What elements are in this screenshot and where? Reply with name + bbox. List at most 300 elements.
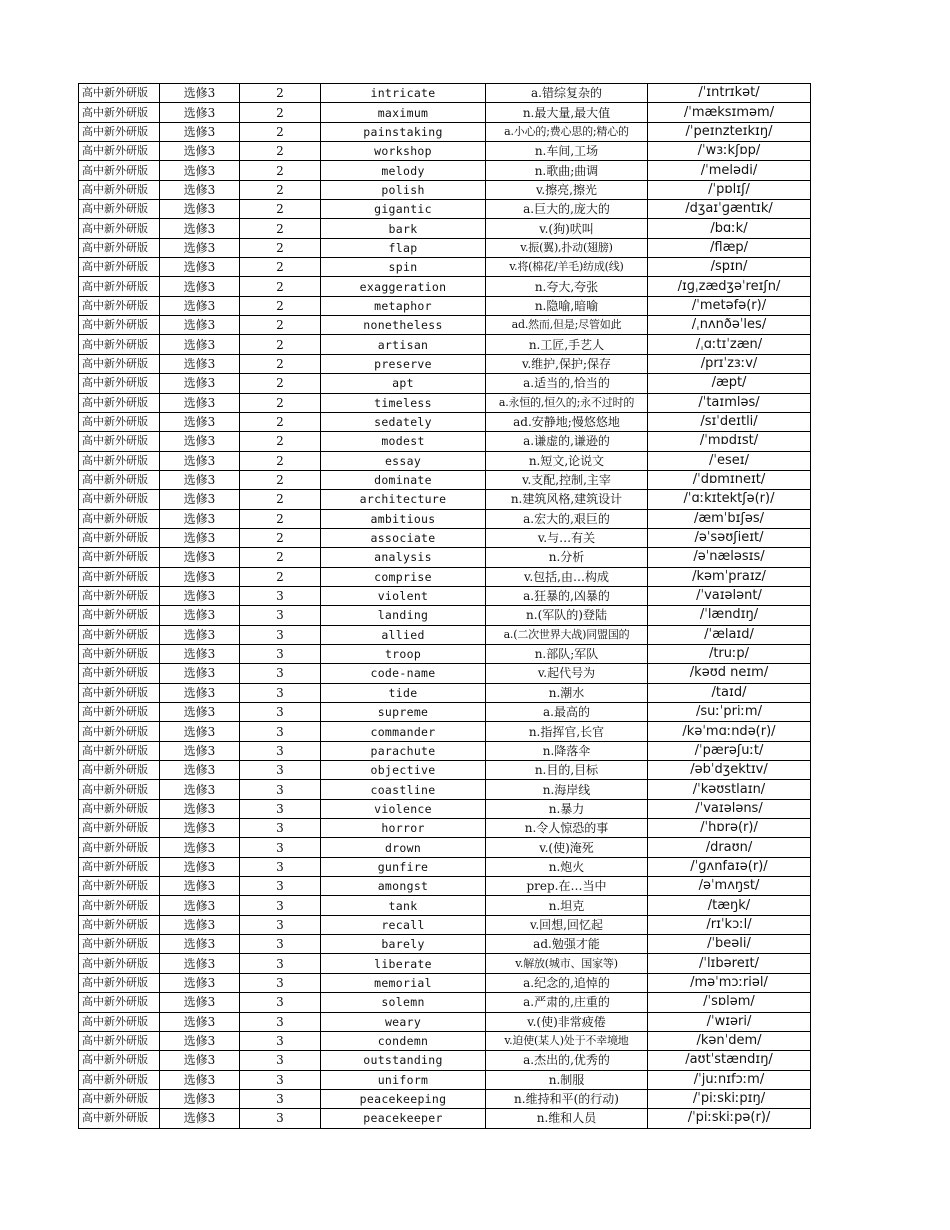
module-cell: 选修3: [160, 954, 240, 973]
unit-cell: 3: [240, 838, 321, 857]
meaning-cell: n.(军队的)登陆: [486, 606, 648, 625]
textbook-edition-cell: 高中新外研版: [79, 625, 160, 644]
phonetic-cell: /ˈælaɪd/: [648, 625, 811, 644]
word-cell: dominate: [321, 470, 486, 489]
word-cell: melody: [321, 161, 486, 180]
unit-cell: 3: [240, 644, 321, 663]
word-cell: allied: [321, 625, 486, 644]
module-cell: 选修3: [160, 819, 240, 838]
phonetic-cell: /ˈpeɪnzteɪkɪŋ/: [648, 122, 811, 141]
phonetic-cell: /kəmˈpraɪz/: [648, 567, 811, 586]
table-row: [79, 954, 811, 973]
textbook-edition-cell: 高中新外研版: [79, 1070, 160, 1089]
phonetic-cell: /ˈjuːnɪfɔːm/: [648, 1070, 811, 1089]
module-cell: 选修3: [160, 722, 240, 741]
unit-cell: 2: [240, 258, 321, 277]
textbook-edition-cell: 高中新外研版: [79, 664, 160, 683]
word-cell: drown: [321, 838, 486, 857]
table-row: [79, 780, 811, 799]
meaning-cell: a.狂暴的,凶暴的: [486, 586, 648, 605]
phonetic-cell: /əbˈdʒektɪv/: [648, 761, 811, 780]
word-cell: preserve: [321, 354, 486, 373]
phonetic-cell: /dʒaɪˈɡæntɪk/: [648, 200, 811, 219]
phonetic-cell: /spɪn/: [648, 258, 811, 277]
word-cell: liberate: [321, 954, 486, 973]
word-cell: polish: [321, 180, 486, 199]
meaning-cell: v.支配,控制,主宰: [486, 470, 648, 489]
word-cell: uniform: [321, 1070, 486, 1089]
textbook-edition-cell: 高中新外研版: [79, 780, 160, 799]
unit-cell: 2: [240, 374, 321, 393]
word-cell: violence: [321, 799, 486, 818]
table-row: [79, 490, 811, 509]
word-cell: amongst: [321, 877, 486, 896]
table-row: [79, 509, 811, 528]
word-cell: solemn: [321, 993, 486, 1012]
meaning-cell: n.维和人员: [486, 1109, 648, 1128]
module-cell: 选修3: [160, 625, 240, 644]
module-cell: 选修3: [160, 374, 240, 393]
word-cell: peacekeeping: [321, 1089, 486, 1108]
table-row: [79, 470, 811, 489]
module-cell: 选修3: [160, 644, 240, 663]
phonetic-cell: /ˈpærəʃuːt/: [648, 741, 811, 760]
meaning-cell: a.谦虚的,谦逊的: [486, 432, 648, 451]
phonetic-cell: /ˈvaɪələns/: [648, 799, 811, 818]
meaning-cell: v.维护,保护;保存: [486, 354, 648, 373]
textbook-edition-cell: 高中新外研版: [79, 954, 160, 973]
table-row: [79, 258, 811, 277]
module-cell: 选修3: [160, 1031, 240, 1050]
module-cell: 选修3: [160, 1089, 240, 1108]
phonetic-cell: /bɑːk/: [648, 219, 811, 238]
phonetic-cell: /ˈwɜːkʃɒp/: [648, 142, 811, 161]
word-cell: modest: [321, 432, 486, 451]
module-cell: 选修3: [160, 296, 240, 315]
module-cell: 选修3: [160, 277, 240, 296]
unit-cell: 3: [240, 1089, 321, 1108]
textbook-edition-cell: 高中新外研版: [79, 277, 160, 296]
phonetic-cell: /suːˈpriːm/: [648, 703, 811, 722]
module-cell: 选修3: [160, 258, 240, 277]
unit-cell: 2: [240, 161, 321, 180]
unit-cell: 3: [240, 819, 321, 838]
textbook-edition-cell: 高中新外研版: [79, 393, 160, 412]
table-row: [79, 857, 811, 876]
phonetic-cell: /tæŋk/: [648, 896, 811, 915]
table-row: [79, 896, 811, 915]
table-row: [79, 1070, 811, 1089]
word-cell: condemn: [321, 1031, 486, 1050]
meaning-cell: a.杰出的,优秀的: [486, 1051, 648, 1070]
table-row: [79, 606, 811, 625]
module-cell: 选修3: [160, 548, 240, 567]
table-row: [79, 819, 811, 838]
vocabulary-table-body: [79, 84, 811, 1129]
unit-cell: 2: [240, 122, 321, 141]
module-cell: 选修3: [160, 606, 240, 625]
textbook-edition-cell: 高中新外研版: [79, 432, 160, 451]
module-cell: 选修3: [160, 857, 240, 876]
phonetic-cell: /kəʊd neɪm/: [648, 664, 811, 683]
table-row: [79, 838, 811, 857]
textbook-edition-cell: 高中新外研版: [79, 258, 160, 277]
word-cell: artisan: [321, 335, 486, 354]
textbook-edition-cell: 高中新外研版: [79, 200, 160, 219]
word-cell: supreme: [321, 703, 486, 722]
phonetic-cell: /ˈɪntrɪkət/: [648, 84, 811, 103]
word-cell: tank: [321, 896, 486, 915]
module-cell: 选修3: [160, 432, 240, 451]
phonetic-cell: /ˈmɒdɪst/: [648, 432, 811, 451]
word-cell: comprise: [321, 567, 486, 586]
meaning-cell: n.建筑风格,建筑设计: [486, 490, 648, 509]
module-cell: 选修3: [160, 122, 240, 141]
textbook-edition-cell: 高中新外研版: [79, 238, 160, 257]
unit-cell: 3: [240, 1051, 321, 1070]
table-row: [79, 567, 811, 586]
module-cell: 选修3: [160, 935, 240, 954]
unit-cell: 2: [240, 335, 321, 354]
module-cell: 选修3: [160, 335, 240, 354]
table-row: [79, 393, 811, 412]
module-cell: 选修3: [160, 683, 240, 702]
table-row: [79, 142, 811, 161]
phonetic-cell: /ˈpiːskiːpɪŋ/: [648, 1089, 811, 1108]
module-cell: 选修3: [160, 200, 240, 219]
word-cell: objective: [321, 761, 486, 780]
word-cell: flap: [321, 238, 486, 257]
module-cell: 选修3: [160, 1051, 240, 1070]
module-cell: 选修3: [160, 664, 240, 683]
unit-cell: 2: [240, 142, 321, 161]
phonetic-cell: /ˈwɪəri/: [648, 1012, 811, 1031]
textbook-edition-cell: 高中新外研版: [79, 741, 160, 760]
meaning-cell: n.最大量,最大值: [486, 103, 648, 122]
word-cell: timeless: [321, 393, 486, 412]
unit-cell: 2: [240, 490, 321, 509]
table-row: [79, 799, 811, 818]
meaning-cell: n.维持和平(的行动): [486, 1089, 648, 1108]
textbook-edition-cell: 高中新外研版: [79, 1012, 160, 1031]
table-row: [79, 219, 811, 238]
table-row: [79, 1109, 811, 1128]
table-row: [79, 586, 811, 605]
phonetic-cell: /məˈmɔːriəl/: [648, 973, 811, 992]
unit-cell: 3: [240, 722, 321, 741]
table-row: [79, 238, 811, 257]
meaning-cell: v.(使)非常疲倦: [486, 1012, 648, 1031]
phonetic-cell: /ˈbeəli/: [648, 935, 811, 954]
word-cell: workshop: [321, 142, 486, 161]
unit-cell: 2: [240, 509, 321, 528]
unit-cell: 2: [240, 548, 321, 567]
unit-cell: 3: [240, 1031, 321, 1050]
word-cell: painstaking: [321, 122, 486, 141]
module-cell: 选修3: [160, 238, 240, 257]
module-cell: 选修3: [160, 490, 240, 509]
word-cell: intricate: [321, 84, 486, 103]
phonetic-cell: /ˈpiːskiːpə(r)/: [648, 1109, 811, 1128]
meaning-cell: ad.然而,但是;尽管如此: [486, 316, 648, 335]
table-row: [79, 161, 811, 180]
unit-cell: 3: [240, 683, 321, 702]
module-cell: 选修3: [160, 1012, 240, 1031]
meaning-cell: n.制服: [486, 1070, 648, 1089]
module-cell: 选修3: [160, 354, 240, 373]
module-cell: 选修3: [160, 509, 240, 528]
phonetic-cell: /ˈmetəfə(r)/: [648, 296, 811, 315]
table-row: [79, 915, 811, 934]
phonetic-cell: /sɪˈdeɪtli/: [648, 412, 811, 431]
meaning-cell: n.潮水: [486, 683, 648, 702]
textbook-edition-cell: 高中新外研版: [79, 973, 160, 992]
vocabulary-table: [78, 83, 811, 1129]
module-cell: 选修3: [160, 915, 240, 934]
table-row: [79, 703, 811, 722]
table-row: [79, 432, 811, 451]
module-cell: 选修3: [160, 84, 240, 103]
textbook-edition-cell: 高中新外研版: [79, 180, 160, 199]
textbook-edition-cell: 高中新外研版: [79, 219, 160, 238]
meaning-cell: v.与…有关: [486, 528, 648, 547]
phonetic-cell: /ˈsɒləm/: [648, 993, 811, 1012]
unit-cell: 2: [240, 412, 321, 431]
word-cell: nonetheless: [321, 316, 486, 335]
module-cell: 选修3: [160, 1109, 240, 1128]
textbook-edition-cell: 高中新外研版: [79, 451, 160, 470]
meaning-cell: ad.安静地;慢悠悠地: [486, 412, 648, 431]
meaning-cell: v.回想,回忆起: [486, 915, 648, 934]
table-row: [79, 973, 811, 992]
meaning-cell: n.部队;军队: [486, 644, 648, 663]
module-cell: 选修3: [160, 567, 240, 586]
module-cell: 选修3: [160, 1070, 240, 1089]
table-row: [79, 528, 811, 547]
textbook-edition-cell: 高中新外研版: [79, 857, 160, 876]
unit-cell: 2: [240, 180, 321, 199]
word-cell: essay: [321, 451, 486, 470]
table-row: [79, 200, 811, 219]
phonetic-cell: /ɪɡˌzædʒəˈreɪʃn/: [648, 277, 811, 296]
table-row: [79, 683, 811, 702]
phonetic-cell: /ˌnʌnðəˈles/: [648, 316, 811, 335]
word-cell: maximum: [321, 103, 486, 122]
unit-cell: 3: [240, 896, 321, 915]
phonetic-cell: /truːp/: [648, 644, 811, 663]
table-row: [79, 1031, 811, 1050]
meaning-cell: n.炮火: [486, 857, 648, 876]
meaning-cell: a.最高的: [486, 703, 648, 722]
unit-cell: 2: [240, 200, 321, 219]
table-row: [79, 122, 811, 141]
unit-cell: 3: [240, 954, 321, 973]
textbook-edition-cell: 高中新外研版: [79, 586, 160, 605]
unit-cell: 3: [240, 993, 321, 1012]
table-row: [79, 1012, 811, 1031]
unit-cell: 2: [240, 432, 321, 451]
unit-cell: 3: [240, 703, 321, 722]
module-cell: 选修3: [160, 528, 240, 547]
module-cell: 选修3: [160, 799, 240, 818]
meaning-cell: prep.在…当中: [486, 877, 648, 896]
phonetic-cell: /ˈeseɪ/: [648, 451, 811, 470]
textbook-edition-cell: 高中新外研版: [79, 122, 160, 141]
word-cell: weary: [321, 1012, 486, 1031]
table-row: [79, 180, 811, 199]
meaning-cell: a.宏大的,艰巨的: [486, 509, 648, 528]
textbook-edition-cell: 高中新外研版: [79, 528, 160, 547]
textbook-edition-cell: 高中新外研版: [79, 838, 160, 857]
table-row: [79, 451, 811, 470]
table-row: [79, 1051, 811, 1070]
textbook-edition-cell: 高中新外研版: [79, 412, 160, 431]
word-cell: peacekeeper: [321, 1109, 486, 1128]
textbook-edition-cell: 高中新外研版: [79, 877, 160, 896]
unit-cell: 3: [240, 915, 321, 934]
table-row: [79, 722, 811, 741]
meaning-cell: n.降落伞: [486, 741, 648, 760]
word-cell: spin: [321, 258, 486, 277]
unit-cell: 2: [240, 470, 321, 489]
table-row: [79, 374, 811, 393]
word-cell: sedately: [321, 412, 486, 431]
textbook-edition-cell: 高中新外研版: [79, 896, 160, 915]
meaning-cell: v.包括,由…构成: [486, 567, 648, 586]
phonetic-cell: /æpt/: [648, 374, 811, 393]
unit-cell: 3: [240, 935, 321, 954]
unit-cell: 2: [240, 296, 321, 315]
textbook-edition-cell: 高中新外研版: [79, 354, 160, 373]
textbook-edition-cell: 高中新外研版: [79, 606, 160, 625]
module-cell: 选修3: [160, 761, 240, 780]
meaning-cell: n.隐喻,暗喻: [486, 296, 648, 315]
unit-cell: 3: [240, 761, 321, 780]
word-cell: memorial: [321, 973, 486, 992]
module-cell: 选修3: [160, 877, 240, 896]
unit-cell: 2: [240, 219, 321, 238]
meaning-cell: n.暴力: [486, 799, 648, 818]
unit-cell: 2: [240, 238, 321, 257]
phonetic-cell: /ˈlændɪŋ/: [648, 606, 811, 625]
unit-cell: 3: [240, 1109, 321, 1128]
phonetic-cell: /ˈpɒlɪʃ/: [648, 180, 811, 199]
table-row: [79, 935, 811, 954]
word-cell: parachute: [321, 741, 486, 760]
table-row: [79, 625, 811, 644]
phonetic-cell: /ˈɑːkɪtektʃə(r)/: [648, 490, 811, 509]
table-row: [79, 316, 811, 335]
meaning-cell: a.适当的,恰当的: [486, 374, 648, 393]
textbook-edition-cell: 高中新外研版: [79, 1031, 160, 1050]
phonetic-cell: /ˈdɒmɪneɪt/: [648, 470, 811, 489]
meaning-cell: a.(二次世界大战)同盟国的: [486, 625, 648, 644]
unit-cell: 2: [240, 316, 321, 335]
textbook-edition-cell: 高中新外研版: [79, 374, 160, 393]
meaning-cell: v.起代号为: [486, 664, 648, 683]
module-cell: 选修3: [160, 103, 240, 122]
word-cell: metaphor: [321, 296, 486, 315]
word-cell: bark: [321, 219, 486, 238]
phonetic-cell: /kəˈmɑːndə(r)/: [648, 722, 811, 741]
phonetic-cell: /ˈkəʊstlaɪn/: [648, 780, 811, 799]
module-cell: 选修3: [160, 470, 240, 489]
unit-cell: 2: [240, 354, 321, 373]
word-cell: outstanding: [321, 1051, 486, 1070]
textbook-edition-cell: 高中新外研版: [79, 470, 160, 489]
unit-cell: 2: [240, 451, 321, 470]
word-cell: gigantic: [321, 200, 486, 219]
phonetic-cell: /taɪd/: [648, 683, 811, 702]
table-row: [79, 354, 811, 373]
phonetic-cell: /ˈtaɪmləs/: [648, 393, 811, 412]
meaning-cell: a.巨大的,庞大的: [486, 200, 648, 219]
word-cell: violent: [321, 586, 486, 605]
meaning-cell: n.分析: [486, 548, 648, 567]
meaning-cell: n.令人惊恐的事: [486, 819, 648, 838]
module-cell: 选修3: [160, 780, 240, 799]
meaning-cell: a.错综复杂的: [486, 84, 648, 103]
word-cell: ambitious: [321, 509, 486, 528]
table-row: [79, 741, 811, 760]
phonetic-cell: /draʊn/: [648, 838, 811, 857]
word-cell: code-name: [321, 664, 486, 683]
unit-cell: 3: [240, 664, 321, 683]
phonetic-cell: /aʊtˈstændɪŋ/: [648, 1051, 811, 1070]
module-cell: 选修3: [160, 142, 240, 161]
phonetic-cell: /ˈmelədi/: [648, 161, 811, 180]
textbook-edition-cell: 高中新外研版: [79, 761, 160, 780]
unit-cell: 3: [240, 741, 321, 760]
textbook-edition-cell: 高中新外研版: [79, 84, 160, 103]
textbook-edition-cell: 高中新外研版: [79, 142, 160, 161]
textbook-edition-cell: 高中新外研版: [79, 993, 160, 1012]
meaning-cell: n.目的,目标: [486, 761, 648, 780]
phonetic-cell: /ˈhɒrə(r)/: [648, 819, 811, 838]
phonetic-cell: /əˈmʌŋst/: [648, 877, 811, 896]
meaning-cell: v.解放(城市、国家等): [486, 954, 648, 973]
textbook-edition-cell: 高中新外研版: [79, 819, 160, 838]
unit-cell: 3: [240, 857, 321, 876]
unit-cell: 2: [240, 103, 321, 122]
module-cell: 选修3: [160, 993, 240, 1012]
textbook-edition-cell: 高中新外研版: [79, 1109, 160, 1128]
module-cell: 选修3: [160, 412, 240, 431]
module-cell: 选修3: [160, 219, 240, 238]
table-row: [79, 877, 811, 896]
table-row: [79, 84, 811, 103]
meaning-cell: n.海岸线: [486, 780, 648, 799]
phonetic-cell: /əˈsəʊʃieɪt/: [648, 528, 811, 547]
module-cell: 选修3: [160, 316, 240, 335]
word-cell: recall: [321, 915, 486, 934]
textbook-edition-cell: 高中新外研版: [79, 296, 160, 315]
phonetic-cell: /rɪˈkɔːl/: [648, 915, 811, 934]
phonetic-cell: /ˈmæksɪməm/: [648, 103, 811, 122]
textbook-edition-cell: 高中新外研版: [79, 103, 160, 122]
meaning-cell: ad.勉强才能: [486, 935, 648, 954]
module-cell: 选修3: [160, 973, 240, 992]
textbook-edition-cell: 高中新外研版: [79, 1051, 160, 1070]
word-cell: architecture: [321, 490, 486, 509]
meaning-cell: a.纪念的,追悼的: [486, 973, 648, 992]
table-row: [79, 103, 811, 122]
module-cell: 选修3: [160, 451, 240, 470]
word-cell: horror: [321, 819, 486, 838]
phonetic-cell: /æmˈbɪʃəs/: [648, 509, 811, 528]
meaning-cell: n.车间,工场: [486, 142, 648, 161]
word-cell: associate: [321, 528, 486, 547]
